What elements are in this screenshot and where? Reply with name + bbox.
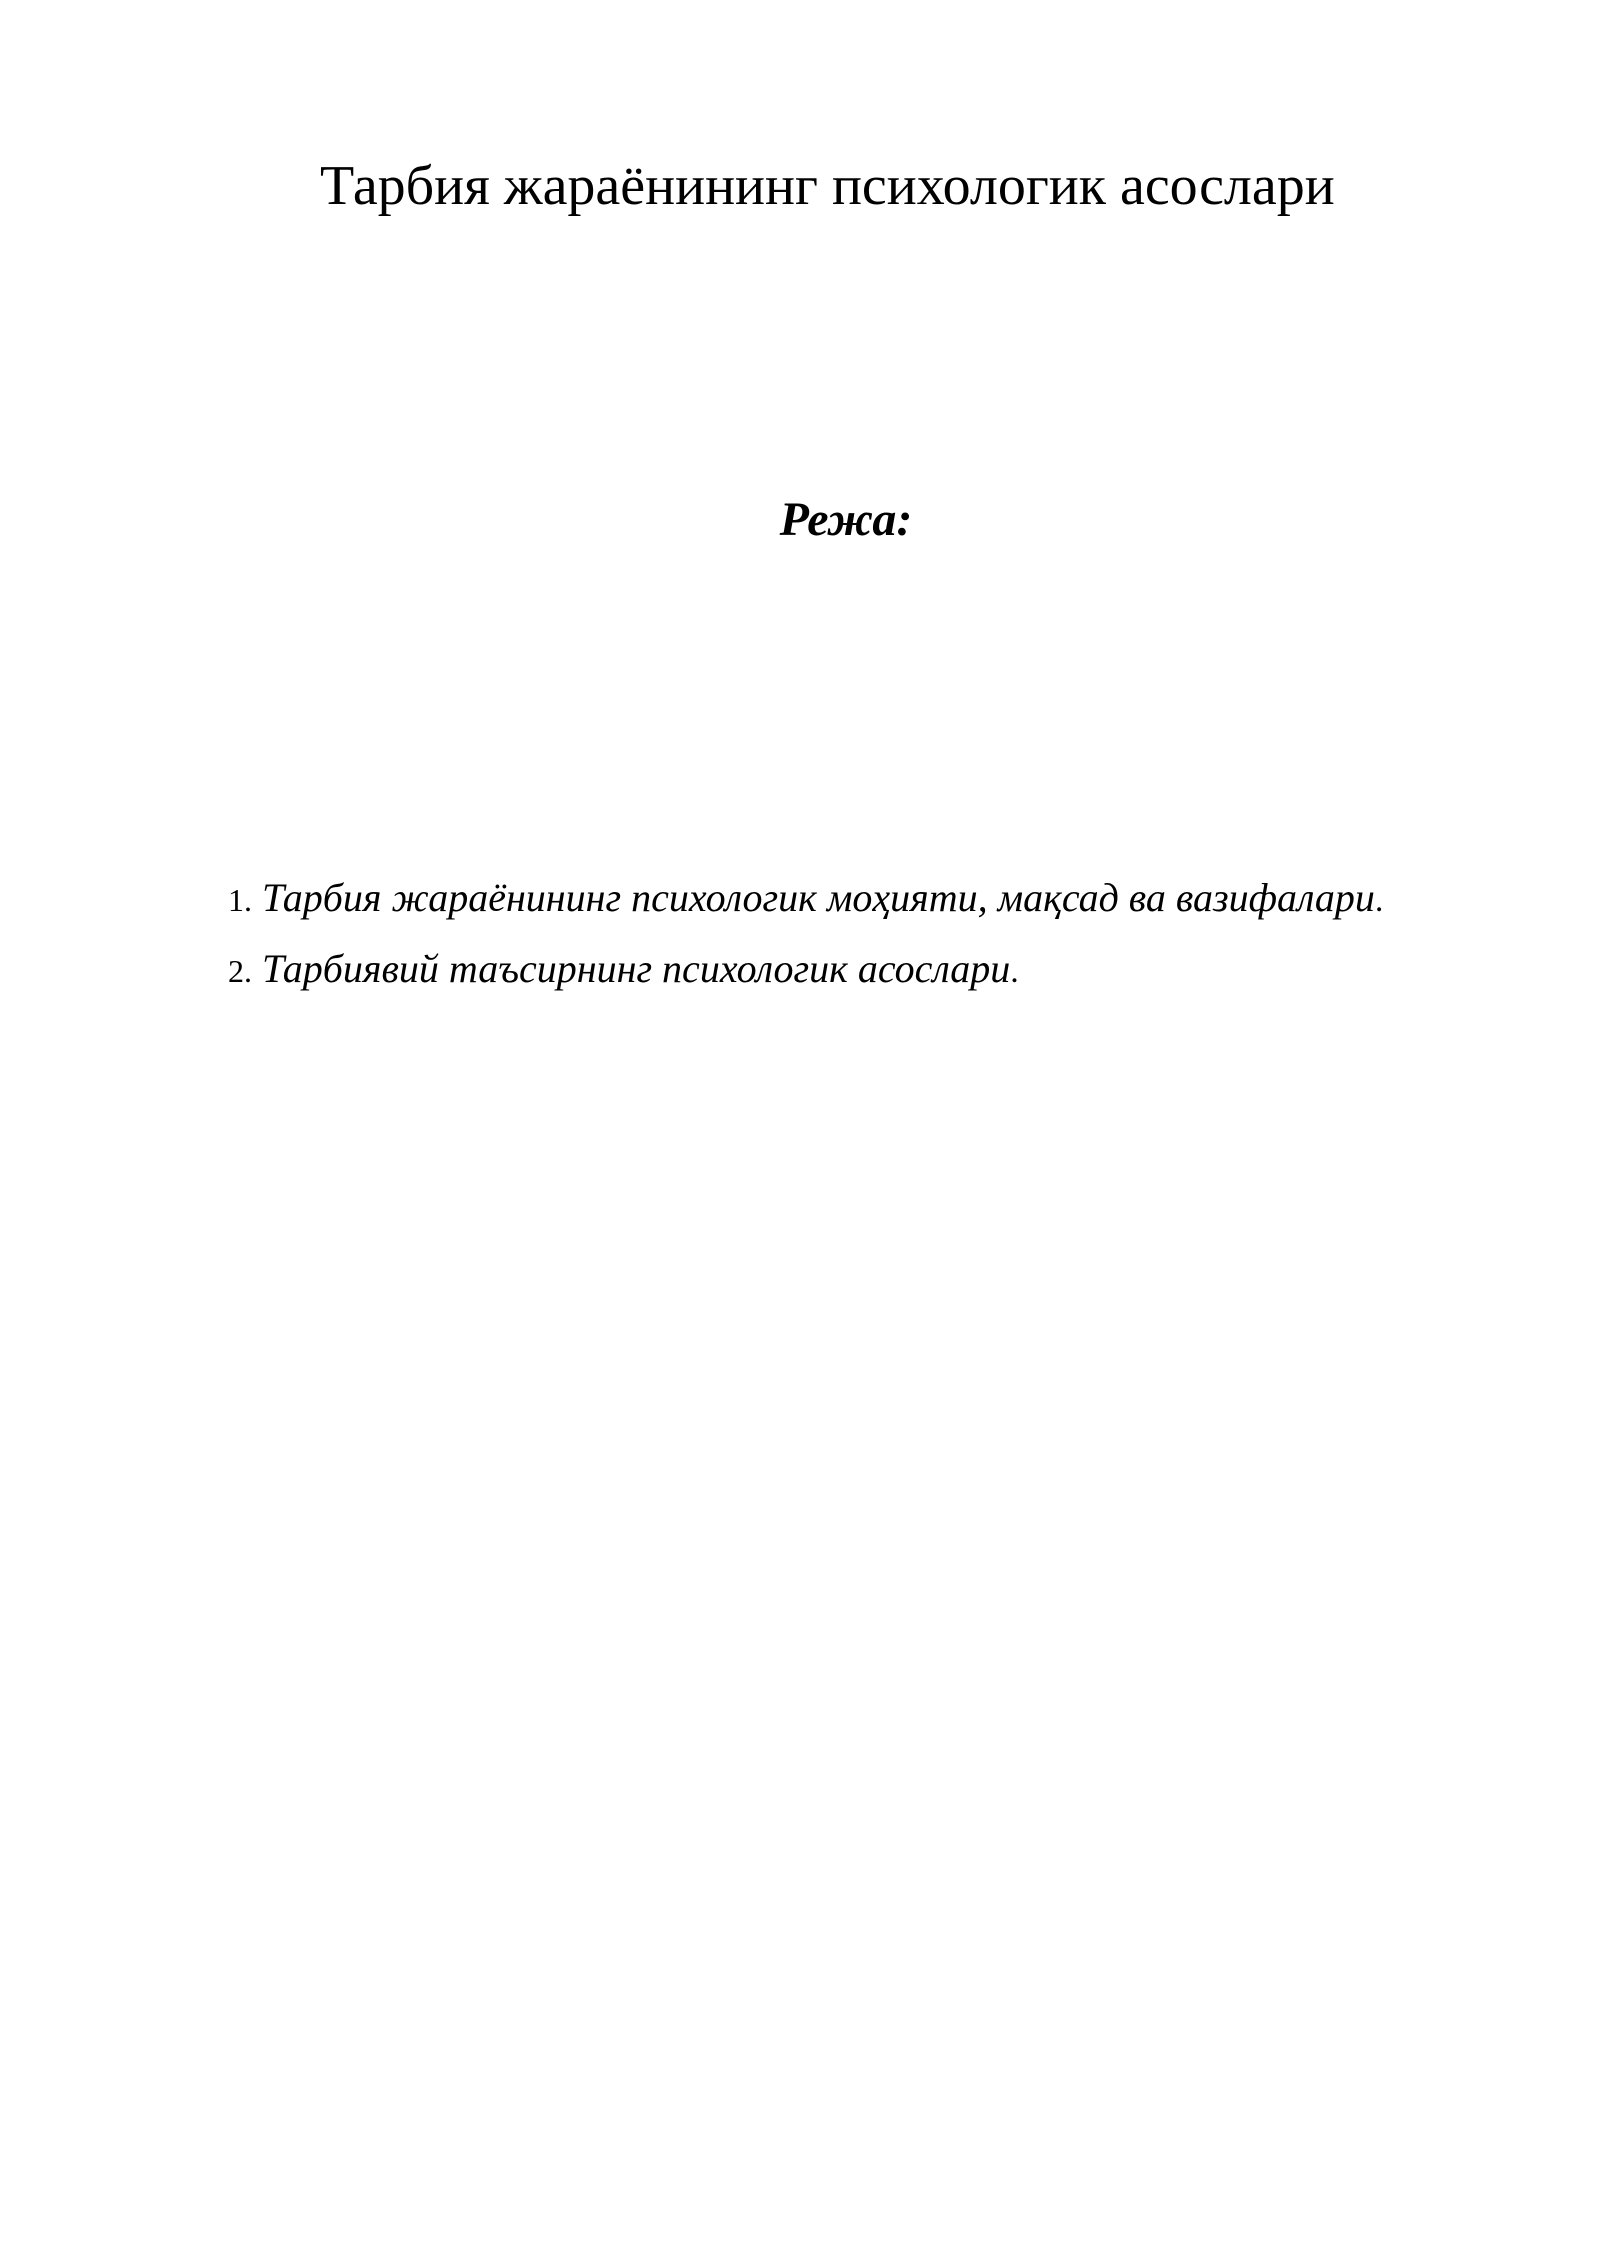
plan-item-number: 2. xyxy=(228,953,252,989)
plan-item-period: . xyxy=(1374,882,1384,919)
document-title: Тарбия жараёнининг психологик асослари xyxy=(320,155,1335,217)
plan-item-text: Тарбия жараёнининг психологик моҳияти, мақсад ва вазифалари xyxy=(262,875,1375,920)
plan-list xyxy=(228,864,1568,1006)
plan-item-1 xyxy=(228,864,1568,935)
plan-item-period: . xyxy=(1010,953,1019,990)
plan-heading: Режа: xyxy=(779,493,913,546)
plan-item-2 xyxy=(228,935,1568,1006)
plan-item-text: Тарбиявий таъсирнинг психологик асослари xyxy=(262,946,1011,991)
plan-item-number: 1. xyxy=(228,882,252,918)
